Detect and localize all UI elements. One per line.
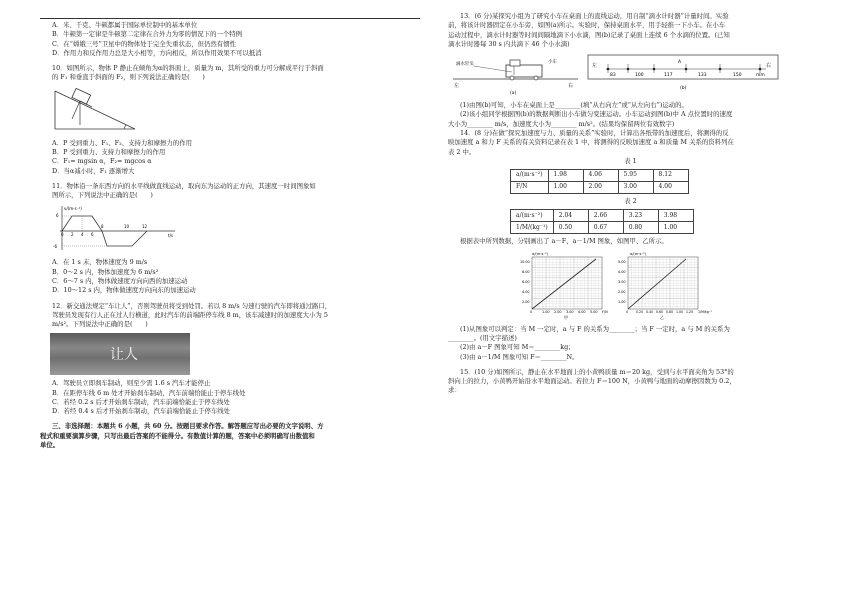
q14-mid: 根据表中所列数据，分别画出了 a－F、a－1/M 图象，如图甲、乙所示。: [460, 237, 668, 246]
g2-ytick: 4.00: [618, 269, 626, 274]
q12-stem-3: m/s²。下列说法中正确的是( ): [52, 320, 148, 329]
q14-sub-1: (1)从图象可以判定：当 M 一定时，a 与 F 的关系为________；当 F 一定时，a 与 M 的关系为: [460, 324, 730, 333]
q13-cap-a: (a): [510, 91, 517, 97]
q15-stem-3: 求：: [448, 386, 461, 395]
q11-ylabel: v/(m·s⁻¹): [64, 206, 82, 212]
table2: [510, 209, 694, 234]
q12-option-c: C．若经 0.2 s 后才开始刹车制动，汽车前端恰能止于停车线处: [52, 397, 230, 406]
table-cell: 5.95: [618, 170, 653, 182]
q11-tick-4: 4: [81, 232, 84, 238]
q10-incline-figure: [50, 87, 445, 135]
table-cell: 4.00: [653, 182, 688, 194]
left-column: [40, 21, 445, 450]
q10-option-a: A．P 受到重力、F₁、F₂、支持力和摩擦力的作用: [52, 138, 192, 147]
table-cell: 1.00: [548, 182, 583, 194]
g2-xtick: 0: [626, 309, 629, 314]
table-cell: 8.12: [653, 170, 688, 182]
q12-road-photo: [50, 333, 190, 375]
q11-tick-0: 0: [61, 232, 64, 238]
q12-photo-text: 让人: [110, 347, 138, 364]
water-drop: [607, 68, 610, 71]
g2-ytick: 3.00: [618, 279, 626, 284]
q10-stem-1: 10．如图所示，物体 P 静止在倾角为α的斜面上，质量为 m，其所受的重力可分解成平行于斜面: [52, 64, 324, 73]
q13-gap-3: 117: [664, 73, 673, 79]
q11-stem-1: 11．物体沿一条东西方向的水平线做直线运动，取向东为运动的正方向，其速度一时间图象如: [52, 181, 316, 190]
q11-ytop: 6: [56, 213, 59, 219]
q11-option-d: D．10～12 s 内，物体做速度方向向东的加速运动: [52, 286, 196, 295]
q14-sub-3: (3)由 a－1/M 图象可知 F＝________N。: [460, 352, 579, 361]
g1-ylabel: a/(m·s⁻²): [532, 251, 549, 256]
table-row: [511, 170, 689, 182]
q13-sub-3: 大小为________ m/s，加速度大小为________ m/s²。(结果均保留两位有效数字): [448, 119, 675, 128]
g2-xtick: 0.20: [636, 309, 644, 314]
q13-fig-a-right: 右: [568, 83, 574, 90]
g1-xtick: 1.00: [542, 309, 550, 314]
g1-ytick: 6.00: [522, 279, 530, 284]
q14-sub-2: (2)由 a－F 图象可知 M＝________kg；: [460, 343, 575, 352]
table-cell: 2.66: [588, 210, 623, 222]
section3-heading-2: 程式和重要演算步骤，只写出最后答案的不能得分。有数值计算的题，答案中必须明确写出数值和: [40, 431, 315, 440]
q13-stem-2: 前，将该计时器固定在小车旁，如图(a)所示。实验时，保持桌面水平，用手轻推一下小车。在小车: [448, 21, 726, 30]
graph-yi: [618, 252, 712, 320]
q15-stem-2: 斜向上的拉力，小黄鸭开始沿水平地面运动。若拉力 F＝100 N，小黄鸭与地面的动摩擦因数为 0.2，: [448, 377, 736, 386]
water-drop: [719, 68, 722, 71]
g2-xtick: 1.00: [676, 309, 684, 314]
g1-xtick: 2.00: [554, 309, 562, 314]
q11-tick-12: 12: [142, 224, 148, 230]
g1-xlabel: F/N: [602, 309, 608, 314]
q12-option-b: B．在距停车线 6 m 处才开始刹车制动，汽车前端恰能止于停车线处: [52, 388, 246, 397]
q12-stem-2: 驾驶员发现有行人正在过人行横道，此时汽车的前端距停车线 8 m，该车减速时的加速度大小为 5: [52, 310, 328, 319]
q10-option-b: B．P 受到重力、支持力和摩擦力的作用: [52, 147, 166, 156]
q10-stem-2: 的 F₁ 和垂直于斜面的 F₂，则下列说法正确的是( ): [52, 73, 205, 82]
option-c: C．在“嫦娥三号”卫星中的物体处于完全失重状态，但仍然有惯性: [52, 39, 236, 48]
g2-caption: 乙: [660, 314, 664, 320]
graph-jia: [520, 252, 608, 320]
table-cell: 2.00: [583, 182, 618, 194]
water-drop: [759, 68, 762, 71]
section3-heading-1: 三、非选择题：本题共 6 小题，共 60 分。按题目要求作答。解答题应写出必要的文字说明、方: [52, 422, 324, 431]
g1-ytick: 2.00: [522, 299, 530, 304]
g1-xtick: 4.00: [578, 309, 586, 314]
q13-fig-b-left: 左: [592, 63, 598, 70]
q14-stem-1: 14．(8 分)在做“探究加速度与力、质量的关系”实验时，计算出各纸带的加速度后，将测得的反: [460, 128, 729, 137]
q12-stem-1: 12．新交通法规定“车让人”，否则驾驶员将受到处罚。若以 8 m/s 匀速行驶的汽车即将通过路口，: [52, 301, 332, 310]
table-row: [511, 222, 694, 234]
q13-gap-1: 83: [610, 73, 616, 79]
water-drop: [685, 68, 688, 71]
water-drop: [653, 68, 656, 71]
q13-fig-b-right: 右: [766, 63, 772, 70]
table1-caption: 表 1: [624, 156, 637, 165]
q13-cap-b: (b): [680, 86, 687, 92]
q11-tick-6: 6: [91, 232, 94, 238]
table-cell: 0.67: [588, 222, 623, 234]
g2-xtick: 0.60: [656, 309, 664, 314]
section3-heading-3: 单位。: [40, 441, 60, 450]
q13-gap-5: 150: [733, 73, 742, 79]
g2-xlabel: 1/M/kg⁻¹: [698, 309, 712, 314]
g2-ylabel: a/(m·s⁻²): [630, 251, 647, 256]
q10-option-c: C．F₁= mgsin α，F₂= mgcos α: [52, 157, 152, 166]
g1-xtick: 5.00: [590, 309, 598, 314]
g1-ytick: 8.00: [522, 269, 530, 274]
table-cell: 3.00: [618, 182, 653, 194]
table-row: [511, 182, 689, 194]
option-b: B．牛顿第一定律是牛顿第二定律在合外力为零的情况下的一个特例: [52, 30, 243, 39]
g2-ytick: 1.00: [618, 299, 626, 304]
table-cell: a/(m·s⁻²): [511, 170, 549, 182]
q13-stem-3: 运动过程中，滴水计时器等时间间隔地滴下小水滴，图(b)记录了桌面上连续 6 个水滴的位置。(已知: [448, 30, 730, 39]
option-a: A．米、千克、牛顿都属于国际单位制中的基本单位: [52, 21, 198, 29]
q11-tick-10: 10: [124, 224, 130, 230]
table2-caption: 表 2: [624, 197, 637, 206]
table-cell: 3.98: [658, 210, 693, 222]
water-drop: [627, 68, 630, 71]
table-cell: 1.00: [658, 222, 693, 234]
table-cell: 3.23: [623, 210, 658, 222]
q11-ybottom: -6: [53, 244, 57, 250]
q13-stem-4: 滴水计时器每 30 s 内共滴下 46 个小水滴): [448, 39, 570, 48]
right-column: [448, 12, 853, 396]
q11-option-a: A．在 1 s 末，物体速度为 9 m/s: [52, 258, 148, 267]
g2-ytick: 5.00: [618, 259, 626, 264]
q13-figures: [448, 53, 853, 97]
q13-dripper-label: 滴水针头: [456, 62, 474, 68]
q13-car-label: 小车: [548, 60, 557, 66]
table-cell: 0.80: [623, 222, 658, 234]
g2-xtick: 0.80: [666, 309, 674, 314]
q12-option-d: D．若经 0.4 s 后才开始刹车制动，汽车前端恰能止于停车线处: [52, 407, 231, 416]
option-d: D．作用力和反作用力总是大小相等，方向相反，所以作用效果不可以抵消: [52, 48, 262, 57]
q11-vt-graph: [50, 204, 445, 254]
table-cell: 4.06: [583, 170, 618, 182]
q14-sub-1b: ________。(用文字描述): [448, 333, 517, 342]
g1-caption: 甲: [564, 314, 568, 320]
q11-option-c: C．6～7 s 内，物体做速度方向向西的加速运动: [52, 276, 188, 285]
q14-stem-2: 映加速度 a 和力 F 关系的有关资料记录在表 1 中，将测得的反映加速度 a 和质量 M 关系的资料列在: [448, 138, 734, 147]
q13-sub-1: (1)由图(b)可知，小车在桌面上是________(填“从右向左”或“从左向右”)运动的。: [460, 101, 688, 110]
q11-tick-8: 8: [101, 224, 104, 230]
q11-stem-2: 图所示，下列说法中正确的是( ): [52, 191, 153, 200]
g1-xtick: 3.00: [566, 309, 574, 314]
table-cell: a/(m·s⁻²): [511, 210, 554, 222]
g2-xtick: 0.40: [646, 309, 654, 314]
table1: [510, 169, 689, 194]
q12-option-a: A．驾驶员立即刹车制动，则至少需 1.6 s 汽车才能停止: [52, 379, 211, 388]
q13-unit: mm: [756, 73, 765, 79]
q13-stem-1: 13．(6 分)某探究小组为了研究小车在桌面上的直线运动，用自制“滴水计时器”计量时间。实验: [460, 12, 729, 20]
g2-xtick: 1.20: [686, 309, 694, 314]
g1-ytick: 4.00: [522, 289, 530, 294]
table-cell: 0.50: [553, 222, 588, 234]
g1-xtick: 0: [530, 309, 533, 314]
g2-ytick: 2.00: [618, 289, 626, 294]
table-row: [511, 210, 694, 222]
q13-gap-2: 100: [635, 73, 644, 79]
q11-xlabel: t/s: [168, 233, 173, 239]
q13-point-a: A: [678, 60, 682, 66]
g1-ytick: 10.00: [520, 259, 530, 264]
q14-graphs: [518, 251, 853, 321]
table-cell: 2.04: [553, 210, 588, 222]
table-cell: F/N: [511, 182, 549, 194]
q13-fig-a-left: 左: [454, 83, 460, 90]
q10-option-d: D．当α减小时，F₁ 逐渐增大: [52, 166, 135, 175]
q13-gap-4: 133: [698, 73, 707, 79]
table-cell: 1.98: [548, 170, 583, 182]
q15-stem-1: 15．(10 分)如图所示，静止在水平地面上的小黄鸭质量 m＝20 kg，受到与水平面夹角为 53°的: [460, 367, 734, 376]
q13-sub-2: (2)该小组同学根据图(b)的数据判断出小车做匀变速运动。小车运动到图(b)中 A 点位置时的速度: [460, 110, 733, 119]
q14-stem-3: 表 2 中。: [448, 147, 476, 156]
q11-tick-2: 2: [71, 232, 74, 238]
header-rule: [40, 18, 420, 19]
q11-option-b: B．0～2 s 内，物体加速度为 6 m/s²: [52, 267, 159, 276]
table-cell: 1/M/(kg⁻¹): [511, 222, 554, 234]
